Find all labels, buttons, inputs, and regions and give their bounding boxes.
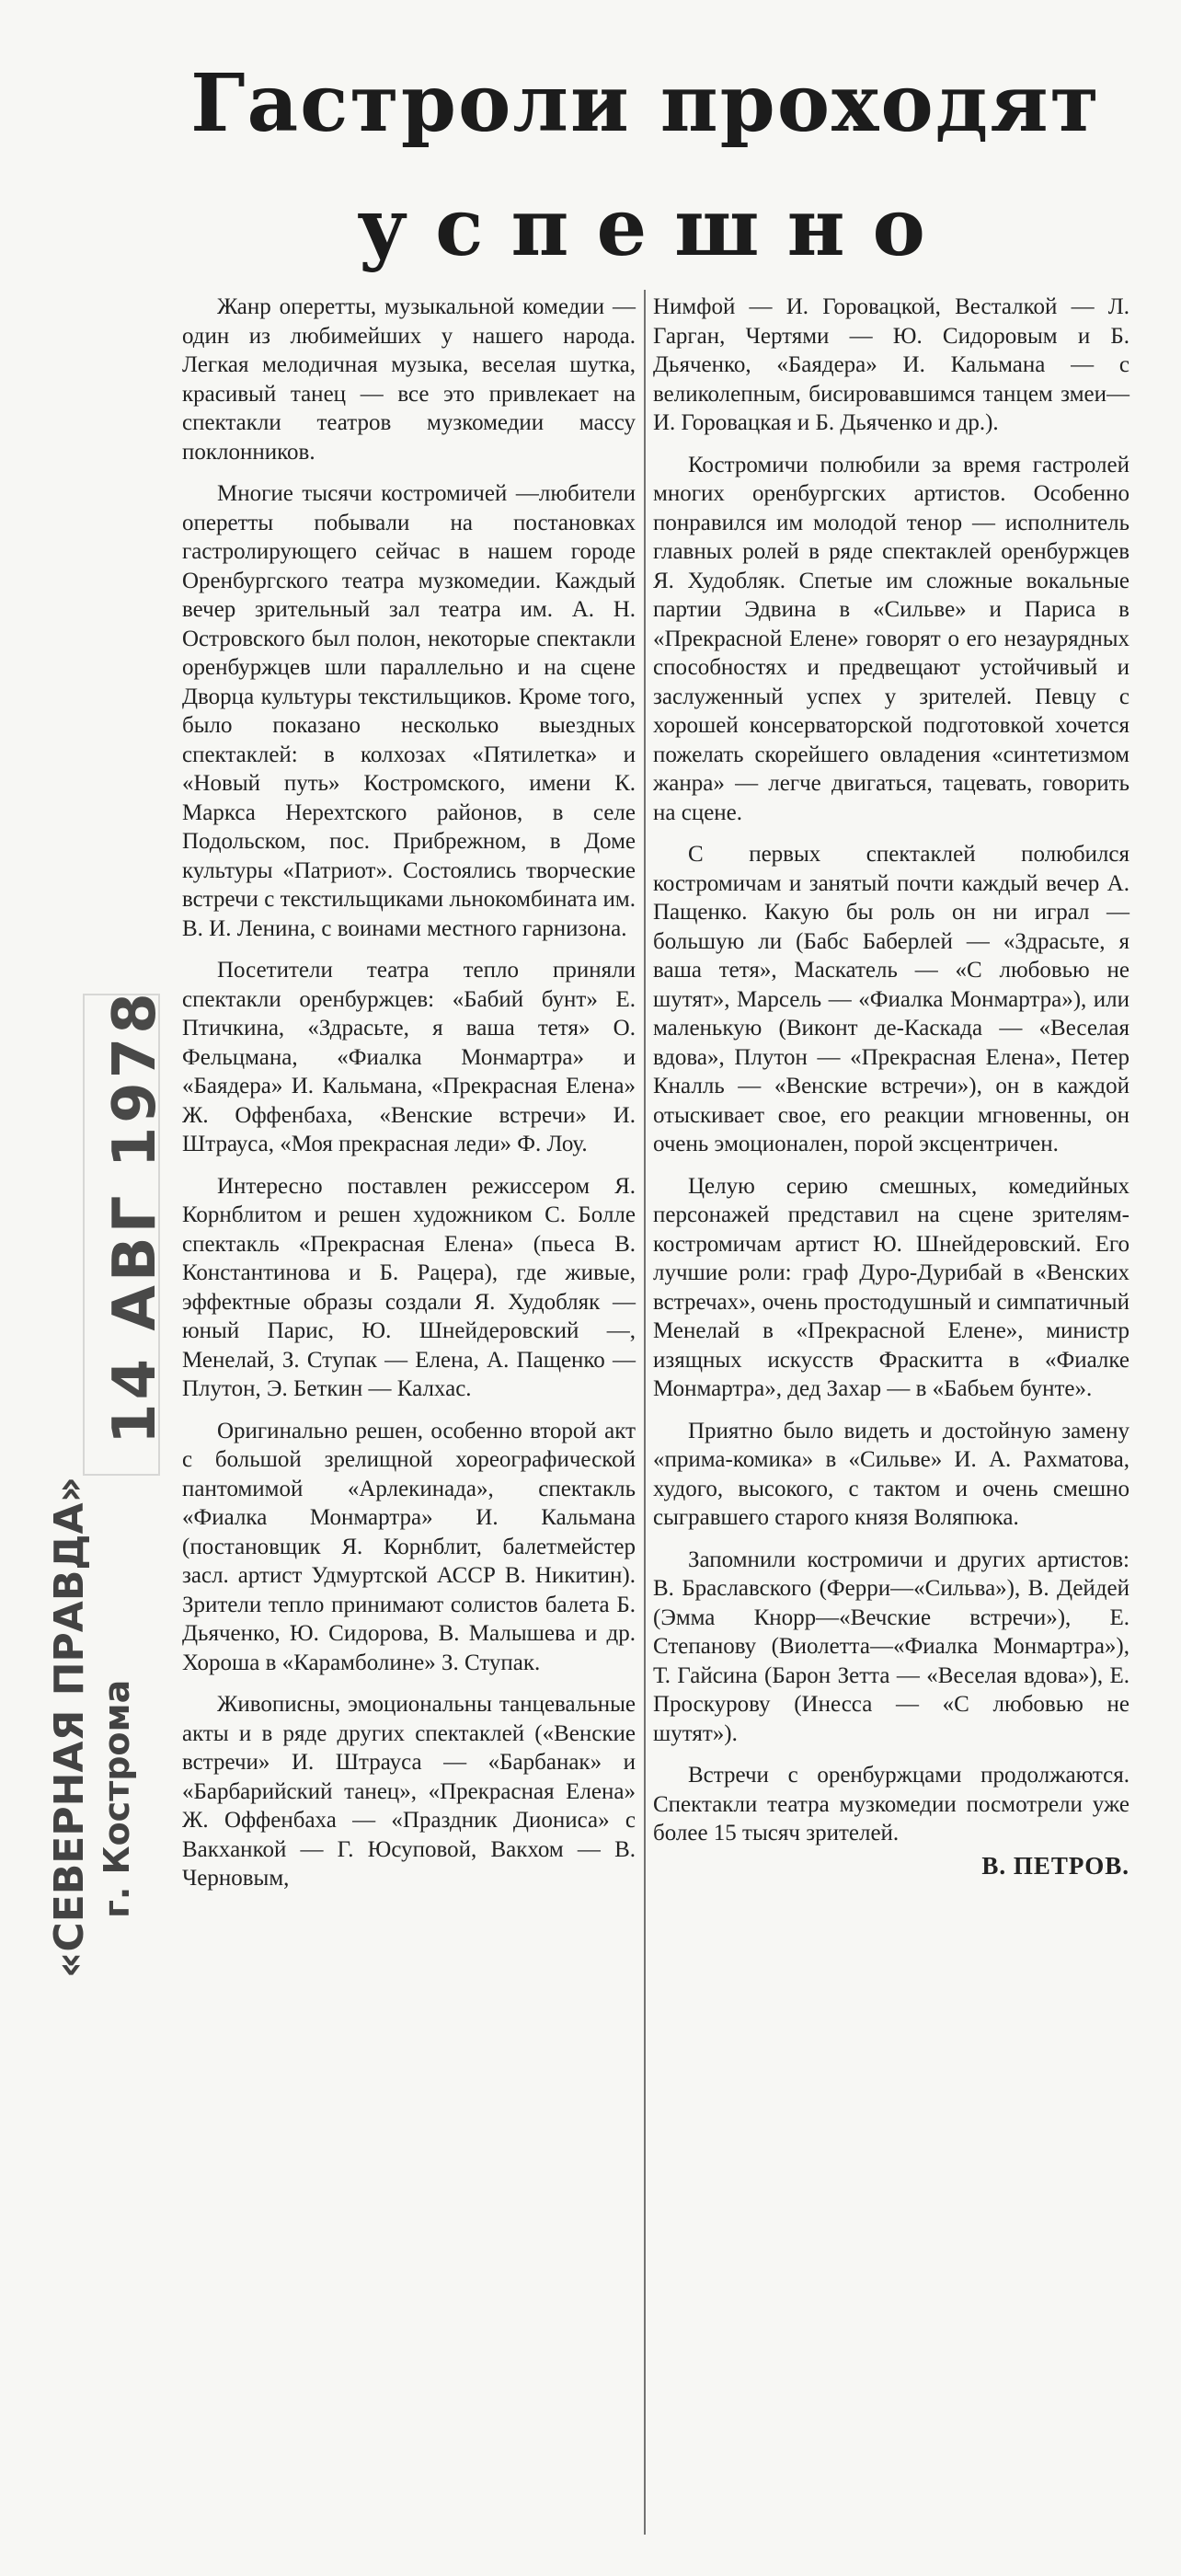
paragraph: Посетители театра тепло приняли спектакли оренбуржцев: «Бабий бунт» Е. Птичкина, «Здрасьте, я ваша тетя» О. Фельцмана, «Фиалка Монмартра» и «Баядера» И. Кальмана, «Прекрасная Елена» Ж. Оффенбаха, «Венские встречи» И. Штрауса, «Моя прекрасная леди» Ф. Лоу.	[182, 958, 636, 1156]
paragraph: Встречи с оренбуржцами продолжаются. Спектакли театра музкомедии посмотрели уже более 15 тысяч зрителей.	[653, 1763, 1129, 1846]
paragraph: Оригинально решен, особенно второй акт с большой зрелищной хореографической пантомимой «Арлекинада», спектакль «Фиалка Монмартра» И. Кальмана (постановщик Я. Корнблит, балетмейстер засл. артист Удмуртской АССР В. Никитин). Зрители тепло принимают солистов балета Б. Дьяченко, Ю. Сидорова, В. Малышева и др. Хороша в «Карамболине» З. Ступак.	[182, 1418, 636, 1675]
newspaper-name-stamp: «СЕВЕРНАЯ ПРАВДА»	[46, 1476, 93, 1978]
paragraph: Живописны, эмоциональны танцевальные акты и в ряде других спектаклей («Венские встречи» И. Штрауса — «Барбанак» и «Барбарийский танец», «Прекрасная Елена» Ж. Оффенбаха — «Праздник Диониса» с Вакханкой — Г. Юсуповой, Вакхом — В. Черновым,	[182, 1692, 636, 1891]
paragraph: Запомнили костромичи и других артистов: В. Браславского (Ферри—«Сильва»), В. Дейдей (Эмма Кнорр—«Вечские встречи»), Е. Степанову (Виолетта—«Фиалка Монмартра»), Т. Гайсина (Барон Зетта — «Веселая вдова»), Е. Проскурову (Инесса — «С любовью не шутят»).	[653, 1547, 1129, 1746]
paragraph: Жанр оперетты, музыкальной комедии — один из любимейших у нашего народа. Легкая мелодичная музыка, веселая шутка, красивый танец — все это привлекает на спектакли театров музкомедии массу поклонников.	[182, 294, 636, 465]
city-stamp: г. Кострома	[97, 1679, 137, 1918]
article-column-left	[182, 293, 636, 1906]
paragraph: Целую серию смешных, комедийных персонажей представил на сцене зрителям-костромичам артист Ю. Шнейдеровский. Его лучшие роли: граф Дуро-Дурибай в «Венских встречах», очень простодушный и симпатичный Менелай в «Прекрасной Елене», министр изящных искусств Фраскитта в «Фиалке Монмартра», дед Захар — в «Бабьем бунте».	[653, 1173, 1129, 1401]
column-divider	[644, 290, 646, 2535]
author-signature: В. ПЕТРОВ.	[981, 1851, 1129, 1880]
paragraph: Интересно поставлен режиссером Я. Корнблитом и решен художником С. Болле спектакль «Прекрасная Елена» (пьеса В. Константинова и Б. Рацера), где живые, эффектные образы создали Я. Худобляк — юный Парис, Ю. Шнейдеровский —, Менелай, З. Ступак — Елена, А. Пащенко — Плутон, Э. Беткин — Калхас.	[182, 1173, 636, 1401]
paragraph: Нимфой — И. Горовацкой, Весталкой — Л. Гарган, Чертями — Ю. Сидоровым и Б. Дьяченко, «Баядера» И. Кальмана — с великолепным, бисировавшимся танцем змеи—И. Горовацкая и Б. Дьяченко и др.).	[653, 294, 1129, 435]
paragraph: Костромичи полюбили за время гастролей многих оренбургских артистов. Особенно понравился им молодой тенор — исполнитель главных ролей в ряде спектаклей оренбуржцев Я. Худобляк. Спетые им сложные вокальные партии Эдвина в «Сильве» и Париса в «Прекрасной Елене» говорят о его незаурядных способностях и предвещают устойчивый и заслуженный успех у зрителей. Певцу с хорошей консерваторской подготовкой хочется пожелать скорейшего овладения «синтетизмом жанра» — легче двигаться, тацевать, говорить на сцене.	[653, 452, 1129, 825]
article-column-right	[653, 293, 1129, 1880]
paragraph: Многие тысячи костромичей —любители оперетты побывали на постановках гастролирующего сейчас в нашем городе Оренбургского театра музкомедии. Каждый вечер зрительный зал театра им. А. Н. Островского был полон, некоторые спектакли оренбуржцев шли параллельно и на сцене Дворца культуры текстильщиков. Кроме того, было показано несколько выездных спектаклей: в колхозах «Пятилетка» и «Новый путь» Костромского, имени К. Маркса Нерехтского районов, в селе Подольском, пос. Прибрежном, в Доме культуры «Патриот». Состоялись творческие встречи с текстильщиками льнокомбината им. В. И. Ленина, с воинами местного гарнизона.	[182, 481, 636, 941]
paragraph: С первых спектаклей полюбился костромичам и занятый почти каждый вечер А. Пащенко. Какую бы роль он ни играл — большую ли (Бабс Баберлей — «Здрасьте, я ваша тетя», Маскатель — «С любовью не шутят», Марсель — «Фиалка Монмартра»), или маленькую (Виконт де-Каскада — «Веселая вдова», Плутон — «Прекрасная Елена», Петер Кналль — «Венские встречи»), он в каждой отыскивает свое, его реакции мгновенны, он очень эмоционален, порой эксцентричен.	[653, 842, 1129, 1156]
headline-line-2: успешно	[357, 181, 953, 274]
paragraph: Приятно было видеть и достойную замену «прима-комика» в «Сильве» И. А. Рахматова, худого, высокого, с тактом и очень смешно сыгравшего старого князя Воляпюка.	[653, 1418, 1129, 1530]
date-stamp: 14 АВГ 1978	[101, 989, 169, 1444]
headline-line-1: Гастроли проходят	[190, 57, 1101, 150]
